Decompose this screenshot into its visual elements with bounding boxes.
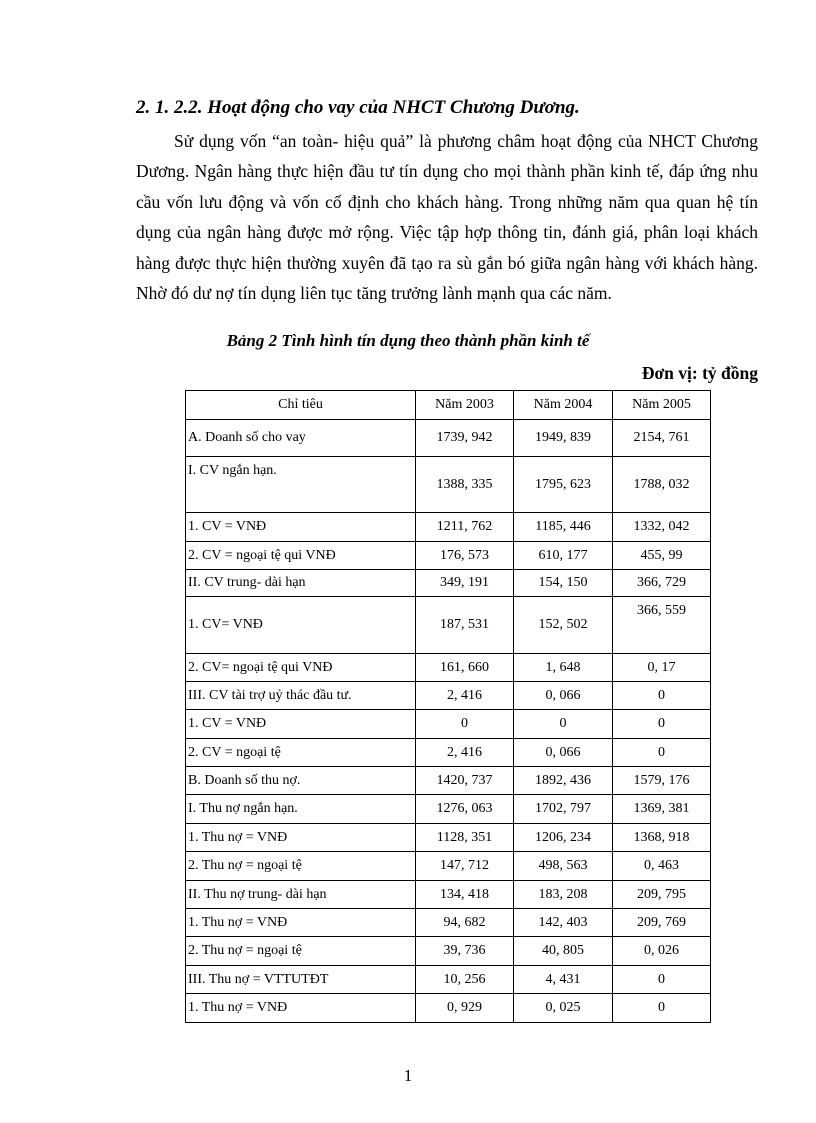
value-cell: 0, 066 [514, 682, 613, 710]
value-cell: 1739, 942 [416, 420, 514, 457]
value-cell: 183, 208 [514, 881, 613, 909]
value-cell: 0, 066 [514, 739, 613, 767]
value-cell: 142, 403 [514, 909, 613, 937]
value-cell: 176, 573 [416, 542, 514, 570]
value-cell: 610, 177 [514, 542, 613, 570]
value-cell: 366, 559 [613, 597, 711, 654]
row-label: 1. Thu nợ = VNĐ [186, 909, 416, 937]
table-row [186, 852, 711, 881]
value-cell: 1579, 176 [613, 767, 711, 795]
table-row [186, 795, 711, 824]
table-row [186, 824, 711, 852]
value-cell: 0, 463 [613, 852, 711, 881]
value-cell: 40, 805 [514, 937, 613, 966]
value-cell: 0, 929 [416, 994, 514, 1023]
value-cell: 0 [613, 710, 711, 739]
value-cell: 1368, 918 [613, 824, 711, 852]
value-cell: 1369, 381 [613, 795, 711, 824]
row-label: 1. Thu nợ = VNĐ [186, 824, 416, 852]
row-label: I. CV ngắn hạn. [186, 457, 416, 513]
row-label: II. Thu nợ trung- dài hạn [186, 881, 416, 909]
value-cell: 1949, 839 [514, 420, 613, 457]
row-label: 2. CV = ngoại tệ [186, 739, 416, 767]
value-cell: 498, 563 [514, 852, 613, 881]
value-cell: 1128, 351 [416, 824, 514, 852]
row-label: A. Doanh số cho vay [186, 420, 416, 457]
table-row [186, 457, 711, 513]
table-row [186, 739, 711, 767]
table-row [186, 966, 711, 994]
table-header-row [186, 391, 711, 420]
row-label: II. CV trung- dài hạn [186, 570, 416, 597]
value-cell: 1211, 762 [416, 513, 514, 542]
credit-table [185, 390, 711, 1023]
value-cell: 0 [613, 682, 711, 710]
value-cell: 1892, 436 [514, 767, 613, 795]
table-row [186, 937, 711, 966]
value-cell: 10, 256 [416, 966, 514, 994]
value-cell: 2, 416 [416, 682, 514, 710]
table-row [186, 682, 711, 710]
value-cell: 1332, 042 [613, 513, 711, 542]
value-cell: 455, 99 [613, 542, 711, 570]
value-cell: 1788, 032 [613, 457, 711, 513]
value-cell: 134, 418 [416, 881, 514, 909]
header-cell: Chỉ tiêu [186, 391, 416, 420]
value-cell: 4, 431 [514, 966, 613, 994]
row-label: 1. CV = VNĐ [186, 710, 416, 739]
table-caption: Bảng 2 Tình hình tín dụng theo thành phần kinh tế [226, 331, 590, 350]
value-cell: 1185, 446 [514, 513, 613, 542]
row-label: III. Thu nợ = VTTUTĐT [186, 966, 416, 994]
value-cell: 147, 712 [416, 852, 514, 881]
value-cell: 187, 531 [416, 597, 514, 654]
value-cell: 0 [514, 710, 613, 739]
value-cell: 0 [613, 994, 711, 1023]
value-cell: 0 [613, 739, 711, 767]
table-row [186, 909, 711, 937]
value-cell: 366, 729 [613, 570, 711, 597]
row-label: 2. Thu nợ = ngoại tệ [186, 937, 416, 966]
row-label: 2. Thu nợ = ngoại tệ [186, 852, 416, 881]
value-cell: 0, 17 [613, 654, 711, 682]
row-label: 1. CV = VNĐ [186, 513, 416, 542]
value-cell: 161, 660 [416, 654, 514, 682]
header-cell: Năm 2005 [613, 391, 711, 420]
table-row [186, 994, 711, 1023]
value-cell: 0 [613, 966, 711, 994]
row-label: 1. CV= VNĐ [186, 597, 416, 654]
value-cell: 154, 150 [514, 570, 613, 597]
table-row [186, 710, 711, 739]
table-row [186, 881, 711, 909]
value-cell: 349, 191 [416, 570, 514, 597]
value-cell: 1, 648 [514, 654, 613, 682]
value-cell: 1388, 335 [416, 457, 514, 513]
section-heading: 2. 1. 2.2. Hoạt động cho vay của NHCT Chương Dương. [136, 97, 580, 118]
value-cell: 0, 025 [514, 994, 613, 1023]
row-label: B. Doanh số thu nợ. [186, 767, 416, 795]
header-cell: Năm 2004 [514, 391, 613, 420]
value-cell: 1420, 737 [416, 767, 514, 795]
value-cell: 2, 416 [416, 739, 514, 767]
row-label: 2. CV= ngoại tệ qui VNĐ [186, 654, 416, 682]
value-cell: 0, 026 [613, 937, 711, 966]
intro-paragraph: Sử dụng vốn “an toàn- hiệu quả” là phương châm hoạt động của NHCT Chương Dương. Ngân hàng thực hiện đầu tư tín dụng cho mọi thành phần kinh tế, đáp ứng nhu cầu vốn lưu động và vốn cố định cho khách hàng. Trong những năm qua quan hệ tín dụng của ngân hàng được mở rộng. Việc tập hợp thông tin, đánh giá, phân loại khách hàng được thực hiện thường xuyên đã tạo ra sù gắn bó giữa ngân hàng với khách hàng. Nhờ đó dư nợ tín dụng liên tục tăng trưởng lành mạnh qua các năm. [136, 131, 758, 304]
value-cell: 1276, 063 [416, 795, 514, 824]
value-cell: 209, 769 [613, 909, 711, 937]
value-cell: 1702, 797 [514, 795, 613, 824]
table-row [186, 597, 711, 654]
value-cell: 0 [416, 710, 514, 739]
value-cell: 39, 736 [416, 937, 514, 966]
table-row [186, 420, 711, 457]
unit-label: Đơn vị: tỷ đồng [641, 363, 758, 383]
table-row [186, 654, 711, 682]
row-label: I. Thu nợ ngắn hạn. [186, 795, 416, 824]
value-cell: 94, 682 [416, 909, 514, 937]
row-label: 1. Thu nợ = VNĐ [186, 994, 416, 1023]
value-cell: 152, 502 [514, 597, 613, 654]
row-label: III. CV tài trợ uỷ thác đầu tư. [186, 682, 416, 710]
page-number: 1 [403, 1066, 413, 1085]
table-row [186, 570, 711, 597]
table-row [186, 513, 711, 542]
value-cell: 1795, 623 [514, 457, 613, 513]
value-cell: 2154, 761 [613, 420, 711, 457]
table-row [186, 767, 711, 795]
table-row [186, 542, 711, 570]
row-label: 2. CV = ngoại tệ qui VNĐ [186, 542, 416, 570]
value-cell: 1206, 234 [514, 824, 613, 852]
header-cell: Năm 2003 [416, 391, 514, 420]
value-cell: 209, 795 [613, 881, 711, 909]
